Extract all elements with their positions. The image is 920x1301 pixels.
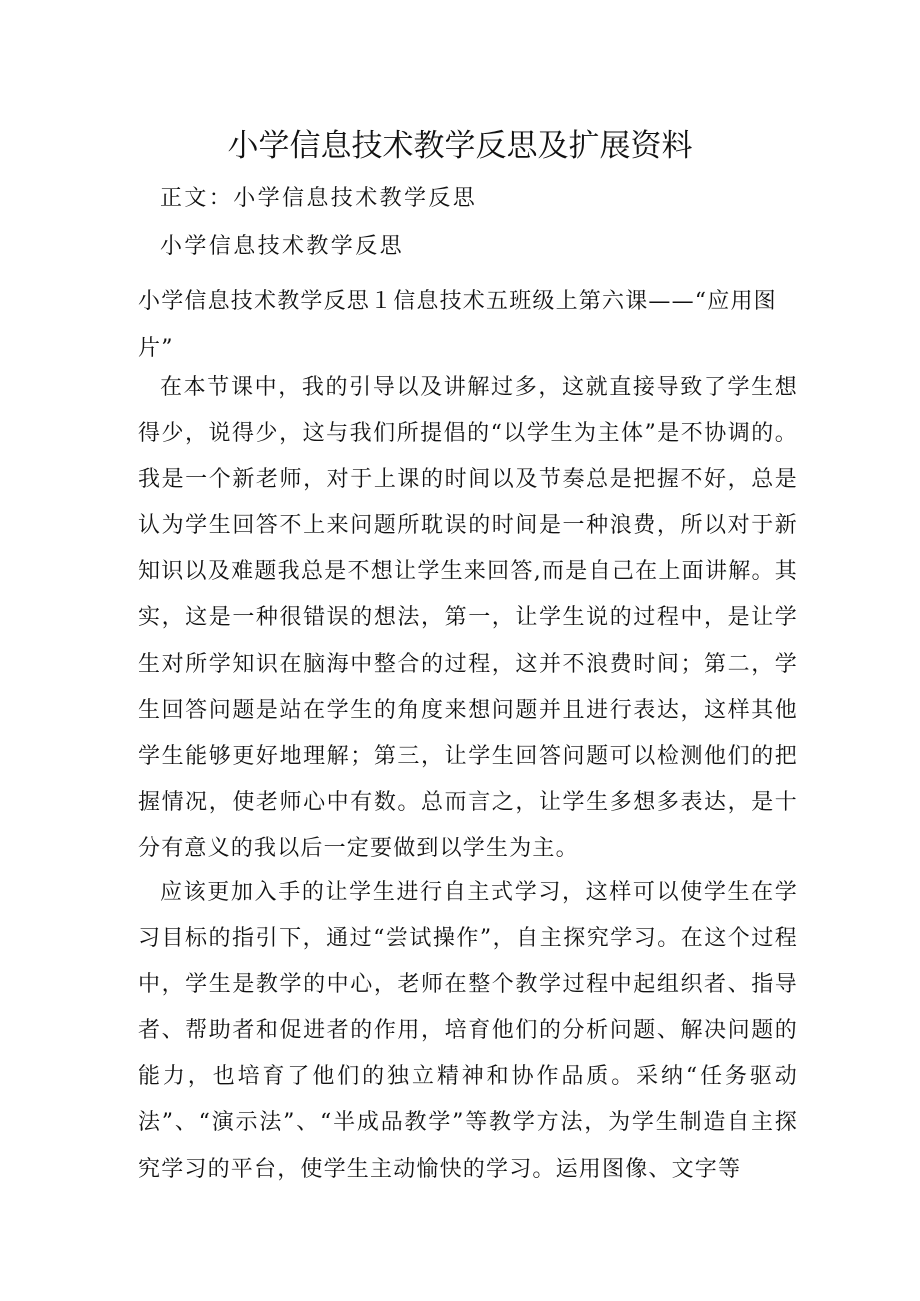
subtitle-line: 小学信息技术教学反思: [160, 234, 405, 259]
paragraph-lesson-heading: 小学信息技术教学反思１信息技术五班级上第六课——“应用图片”: [138, 289, 777, 361]
main-text-label: 正文：小学信息技术教学反思: [160, 186, 478, 211]
document-title: 小学信息技术教学反思及扩展资料: [227, 128, 693, 164]
paragraph-reflection-2: 应该更加入手的让学生进行自主式学习，这样可以使学生在学习目标的指引下，通过“尝试操作”，自主探究学习。在这个过程中，学生是教学的中心，老师在整个教学过程中起组织者、指导者、帮助者和促进者的作用，培育他们的分析问题、解决问题的能力，也培育了他们的独立精神和协作品质。采纳“任务驱动法”、“演示法”、“半成品教学”等教学方法，为学生制造自主探究学习的平台，使学生主动愉快的学习。运用图像、文字等: [138, 880, 798, 1182]
paragraph-reflection-1: 在本节课中，我的引导以及讲解过多，这就直接导致了学生想得少，说得少，这与我们所提倡的“以学生为主体”是不协调的。我是一个新老师，对于上课的时间以及节奏总是把握不好，总是认为学生回答不上来问题所耽误的时间是一种浪费，所以对于新知识以及难题我总是不想让学生来回答,而是自己在上面讲解。其实，这是一种很错误的想法，第一，让学生说的过程中，是让学生对所学知识在脑海中整合的过程，这并不浪费时间；第二，学生回答问题是站在学生的角度来想问题并且进行表达，这样其他学生能够更好地理解；第三，让学生回答问题可以检测他们的把握情况，使老师心中有数。总而言之，让学生多想多表达，是十分有意义的我以后一定要做到以学生为主。: [138, 375, 798, 861]
